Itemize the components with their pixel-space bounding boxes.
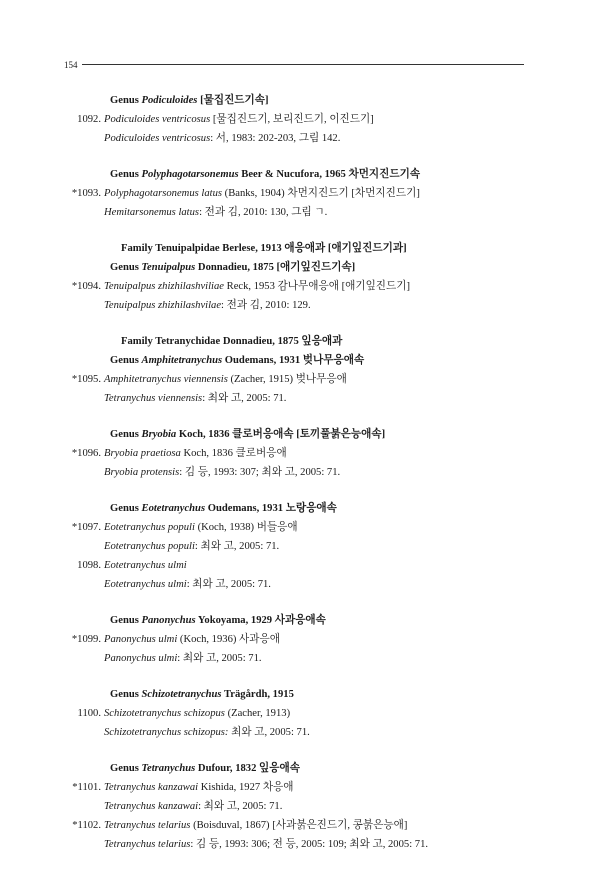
genus-heading (0, 425, 612, 444)
heading-suffix: Oudemans, 1931 노랑응애속 (205, 503, 337, 514)
heading-taxon-name: Podiculoides (141, 95, 198, 106)
synonym-reference (0, 537, 612, 556)
species-name: Eotetranychus ulmi (104, 560, 187, 571)
entry-text (104, 203, 327, 222)
synonym-reference (0, 296, 612, 315)
heading-suffix: Oudemans, 1931 벚나무응애속 (222, 355, 365, 366)
entry-text (104, 778, 294, 797)
entry-detail: (Zacher, 1915) 벚나무응애 (227, 374, 347, 385)
taxon-section (0, 165, 612, 222)
entry-detail: Reck, 1953 감나무애응애 [애기잎진드기] (223, 281, 411, 292)
entry-text (104, 630, 280, 649)
heading-taxon-name: Amphitetranychus (141, 355, 223, 366)
taxon-section (0, 425, 612, 482)
entry-number: *1095. (71, 374, 101, 385)
entry-number: 1098. (77, 560, 101, 571)
entry-text (104, 389, 286, 408)
entry-detail: Koch, 1836 클로버응애 (180, 448, 287, 459)
heading-prefix: Genus (110, 503, 142, 514)
taxon-section (0, 611, 612, 668)
species-name: Bryobia protensis (104, 467, 180, 478)
synonym-reference (0, 575, 612, 594)
entry-text (104, 723, 310, 742)
species-entry (0, 444, 612, 463)
species-entry (0, 370, 612, 389)
species-entry (0, 556, 612, 575)
entry-text (104, 704, 290, 723)
heading-prefix: Genus (110, 262, 142, 273)
species-name: Tetranychus kanzawai (104, 801, 199, 812)
species-entry (0, 704, 612, 723)
species-entry (0, 778, 612, 797)
species-name: Panonychus ulmi (104, 634, 178, 645)
entry-text (104, 649, 262, 668)
entry-number: *1097. (71, 522, 101, 533)
heading-prefix: Genus (110, 355, 142, 366)
species-name: Panonychus ulmi (104, 653, 178, 664)
heading-prefix: Genus (110, 763, 142, 774)
entry-detail: 최와 고, 2005: 71. (228, 727, 310, 738)
entry-detail: [물집진드기, 보리진드기, 이진드기] (210, 114, 374, 125)
species-entry (0, 184, 612, 203)
entry-text (104, 518, 298, 537)
heading-taxon-name: Tetranychus (141, 763, 196, 774)
heading-taxon-name: Bryobia (141, 429, 177, 440)
heading-suffix: Koch, 1836 클로버응애속 [토끼풀붉은능애속] (176, 429, 386, 440)
synonym-reference (0, 389, 612, 408)
taxon-section (0, 685, 612, 742)
heading-taxon-name: Polyphagotarsonemus (141, 169, 239, 180)
species-entry (0, 518, 612, 537)
entry-number: *1102. (72, 820, 101, 831)
entry-text (104, 277, 410, 296)
species-name: Eotetranychus ulmi (104, 579, 187, 590)
entry-detail: (Banks, 1904) 차먼지진드기 [차먼지진드기] (222, 188, 420, 199)
species-name: Tenuipalpus zhizhilashvilae (104, 300, 222, 311)
synonym-reference (0, 835, 612, 854)
entry-detail: : 최와 고, 2005: 71. (186, 579, 271, 590)
family-heading (0, 239, 612, 258)
entry-text (104, 835, 428, 854)
entry-text (104, 296, 311, 315)
entry-detail: (Boisduval, 1867) [사과붉은진드기, 콩붉은능애] (190, 820, 408, 831)
species-name: Polyphagotarsonemus latus (104, 188, 223, 199)
species-entry (0, 816, 612, 835)
heading-prefix: Family Tetranychidae Donnadieu, 1875 잎응애과 (121, 336, 343, 347)
entry-text (104, 129, 340, 148)
species-name: Eotetranychus populi (104, 522, 195, 533)
entry-detail: (Zacher, 1913) (224, 708, 291, 719)
heading-prefix: Genus (110, 95, 142, 106)
species-name: Tenuipalpus zhizhilashviliae (104, 281, 224, 292)
entry-text (104, 444, 287, 463)
entry-text (104, 184, 420, 203)
entry-number: *1099. (71, 634, 101, 645)
entry-text (104, 370, 347, 389)
entry-detail: : 김 등, 1993: 307; 최와 고, 2005: 71. (179, 467, 341, 478)
genus-heading (0, 258, 612, 277)
species-name: Podiculoides ventricosus (104, 133, 211, 144)
species-name: Tetranychus kanzawai (104, 782, 199, 793)
heading-prefix: Genus (110, 689, 142, 700)
species-name: Amphitetranychus viennensis (104, 374, 228, 385)
family-heading (0, 332, 612, 351)
entry-text (104, 463, 340, 482)
entry-text (104, 556, 187, 575)
taxon-section (0, 759, 612, 854)
heading-prefix: Family Tenuipalpidae Berlese, 1913 애응애과 [애기잎진드기과] (121, 243, 407, 254)
entry-number: *1093. (71, 188, 101, 199)
entry-detail: (Koch, 1936) 사과응애 (177, 634, 280, 645)
entry-text (104, 797, 282, 816)
species-entry (0, 110, 612, 129)
entry-text (104, 575, 271, 594)
heading-suffix: Dufour, 1832 잎응애속 (195, 763, 300, 774)
entry-detail: : 서, 1983: 202-203, 그림 142. (210, 133, 341, 144)
heading-suffix: [물집진드기속] (197, 95, 269, 106)
header-rule (82, 64, 524, 65)
entry-text (104, 537, 279, 556)
species-name: Schizotetranychus schizopus (104, 708, 225, 719)
taxon-section (0, 239, 612, 315)
entry-number: 1100. (77, 708, 101, 719)
genus-heading (0, 759, 612, 778)
entry-detail: : 김 등, 1993: 306; 전 등, 2005: 109; 최와 고, 2005: 71. (190, 839, 429, 850)
heading-suffix: Donnadieu, 1875 [애기잎진드기속] (195, 262, 356, 273)
heading-taxon-name: Panonychus (141, 615, 196, 626)
species-name: Bryobia praetiosa (104, 448, 181, 459)
synonym-reference (0, 203, 612, 222)
heading-taxon-name: Eotetranychus (141, 503, 206, 514)
entry-detail: : 최와 고, 2005: 71. (177, 653, 262, 664)
taxon-section (0, 499, 612, 594)
synonym-reference (0, 723, 612, 742)
entry-detail: : 전과 김, 2010: 130, 그림 ㄱ. (199, 207, 328, 218)
entry-text (104, 110, 374, 129)
synonym-reference (0, 797, 612, 816)
entry-detail: (Koch, 1938) 버들응애 (194, 522, 298, 533)
genus-heading (0, 611, 612, 630)
entry-number: *1096. (71, 448, 101, 459)
synonym-reference (0, 129, 612, 148)
genus-heading (0, 165, 612, 184)
synonym-reference (0, 649, 612, 668)
heading-prefix: Genus (110, 429, 142, 440)
heading-suffix: Trägårdh, 1915 (221, 689, 294, 700)
genus-heading (0, 351, 612, 370)
heading-suffix: Beer & Nucufora, 1965 차먼지진드기속 (238, 169, 421, 180)
species-name: Hemitarsonemus latus (104, 207, 200, 218)
entry-number: *1094. (71, 281, 101, 292)
catalog-body (0, 91, 612, 871)
species-name: Tetranychus telarius (104, 839, 191, 850)
species-name: Eotetranychus populi (104, 541, 195, 552)
species-entry (0, 630, 612, 649)
heading-prefix: Genus (110, 615, 142, 626)
entry-text (104, 816, 407, 835)
heading-prefix: Genus (110, 169, 142, 180)
entry-detail: : 최와 고, 2005: 71. (194, 541, 280, 552)
synonym-reference (0, 463, 612, 482)
entry-number: *1101. (72, 782, 101, 793)
genus-heading (0, 91, 612, 110)
species-name: Podiculoides ventricosus (104, 114, 211, 125)
species-name: Tetranychus viennensis (104, 393, 203, 404)
taxon-section (0, 91, 612, 148)
entry-detail: Kishida, 1927 차응애 (198, 782, 294, 793)
species-name: Schizotetranychus schizopus: (104, 727, 229, 738)
entry-detail: : 최와 고, 2005: 71. (202, 393, 287, 404)
species-name: Tetranychus telarius (104, 820, 191, 831)
entry-detail: : 전과 김, 2010: 129. (221, 300, 311, 311)
genus-heading (0, 499, 612, 518)
heading-taxon-name: Tenuipalpus (141, 262, 196, 273)
genus-heading (0, 685, 612, 704)
heading-suffix: Yokoyama, 1929 사과응애속 (195, 615, 326, 626)
entry-detail: : 최와 고, 2005: 71. (198, 801, 283, 812)
taxon-section (0, 332, 612, 408)
heading-taxon-name: Schizotetranychus (141, 689, 222, 700)
species-entry (0, 277, 612, 296)
entry-number: 1092. (77, 114, 101, 125)
page-number: 154 (64, 60, 78, 70)
